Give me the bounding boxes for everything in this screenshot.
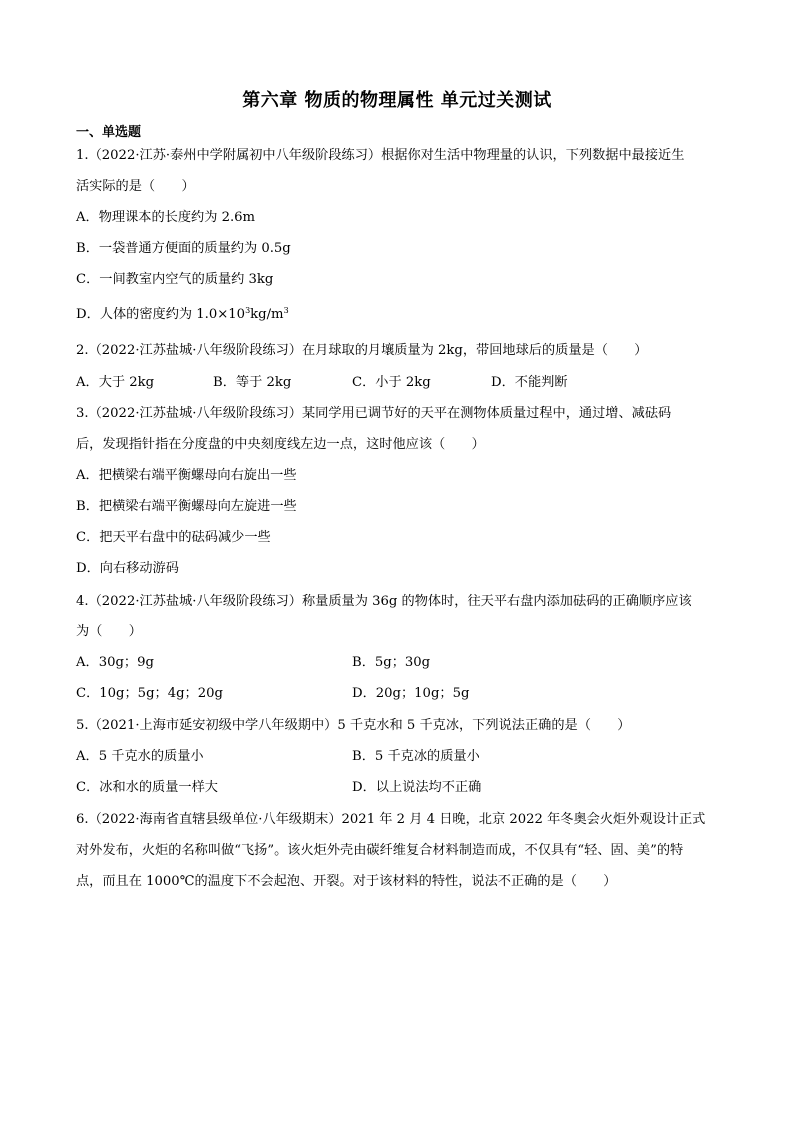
question-2-option-b: B．等于 2kg — [213, 375, 292, 390]
question-1-option-d-text: D．人体的密度约为 1.0×10 — [76, 307, 246, 322]
question-2-stem-line-1: 2.（2022·江苏盐城·八年级阶段练习）在月球取的月壤质量为 2kg，带回地球后的质量是（ ） — [76, 343, 648, 358]
question-2-option-c: C．小于 2kg — [352, 375, 431, 390]
question-4-stem-line-2: 为（ ） — [76, 624, 142, 639]
question-1-option-a: A．物理课本的长度约为 2.6m — [76, 210, 256, 225]
question-3-stem-line-1: 3.（2022·江苏盐城·八年级阶段练习）某同学用已调节好的天平在测物体质量过程中，通过增、减砝码 — [76, 406, 672, 421]
question-2-option-a: A．大于 2kg — [76, 375, 155, 390]
question-3-option-c: C．把天平右盘中的砝码减少一些 — [76, 530, 271, 545]
question-5-option-a: A．5 千克水的质量小 — [76, 749, 204, 764]
question-4-option-d: D．20g；10g；5g — [352, 686, 470, 701]
question-6-stem-line-1: 6.（2022·海南省直辖县级单位·八年级期末）2021 年 2 月 4 日晚，北京 2022 年冬奥会火炬外观设计正式 — [76, 812, 706, 827]
question-1-stem-line-2: 活实际的是（ ） — [76, 179, 195, 194]
question-4-option-c: C．10g；5g；4g；20g — [76, 686, 223, 701]
question-2-option-d: D．不能判断 — [491, 375, 568, 390]
question-4-stem-line-1: 4.（2022·江苏盐城·八年级阶段练习）称量质量为 36g 的物体时，往天平右盘内添加砝码的正确顺序应该 — [76, 594, 692, 609]
question-1-option-c: C．一间教室内空气的质量约 3kg — [76, 272, 274, 287]
question-3-option-b: B．把横梁右端平衡螺母向左旋进一些 — [76, 499, 297, 514]
unit-text: kg/m — [250, 307, 284, 322]
question-3-option-a: A．把横梁右端平衡螺母向右旋出一些 — [76, 468, 297, 483]
question-5-option-b: B．5 千克冰的质量小 — [352, 749, 480, 764]
question-1-option-d — [76, 306, 289, 324]
question-4-option-b: B．5g；30g — [352, 655, 431, 670]
question-1-stem-line-1: 1.（2022·江苏·泰州中学附属初中八年级阶段练习）根据你对生活中物理量的认识，下列数据中最接近生 — [76, 148, 685, 163]
exponent: 3 — [283, 306, 289, 315]
question-5-option-c: C．冰和水的质量一样大 — [76, 780, 218, 795]
page-title: 第六章 物质的物理属性 单元过关测试 — [242, 90, 552, 111]
exponent: 3 — [245, 306, 251, 315]
question-6-stem-line-3: 点，而且在 1000℃的温度下不会起泡、开裂。对于该材料的特性，说法不正确的是（ ） — [76, 874, 617, 889]
question-6-stem-line-2: 对外发布，火炬的名称叫做“飞扬”。该火炬外壳由碳纤维复合材料制造而成，不仅具有“轻、固、美”的特 — [76, 843, 684, 858]
section-heading: 一、单选题 — [76, 125, 142, 140]
question-5-option-d: D．以上说法均不正确 — [352, 780, 482, 795]
question-5-stem-line-1: 5.（2021·上海市延安初级中学八年级期中）5 千克水和 5 千克冰，下列说法正确的是（ ） — [76, 718, 631, 733]
question-3-stem-line-2: 后，发现指针指在分度盘的中央刻度线左边一点，这时他应该（ ） — [76, 437, 485, 452]
question-4-option-a: A．30g；9g — [76, 655, 154, 670]
question-3-option-d: D．向右移动游码 — [76, 561, 179, 576]
question-1-option-b: B．一袋普通方便面的质量约为 0.5g — [76, 241, 291, 256]
